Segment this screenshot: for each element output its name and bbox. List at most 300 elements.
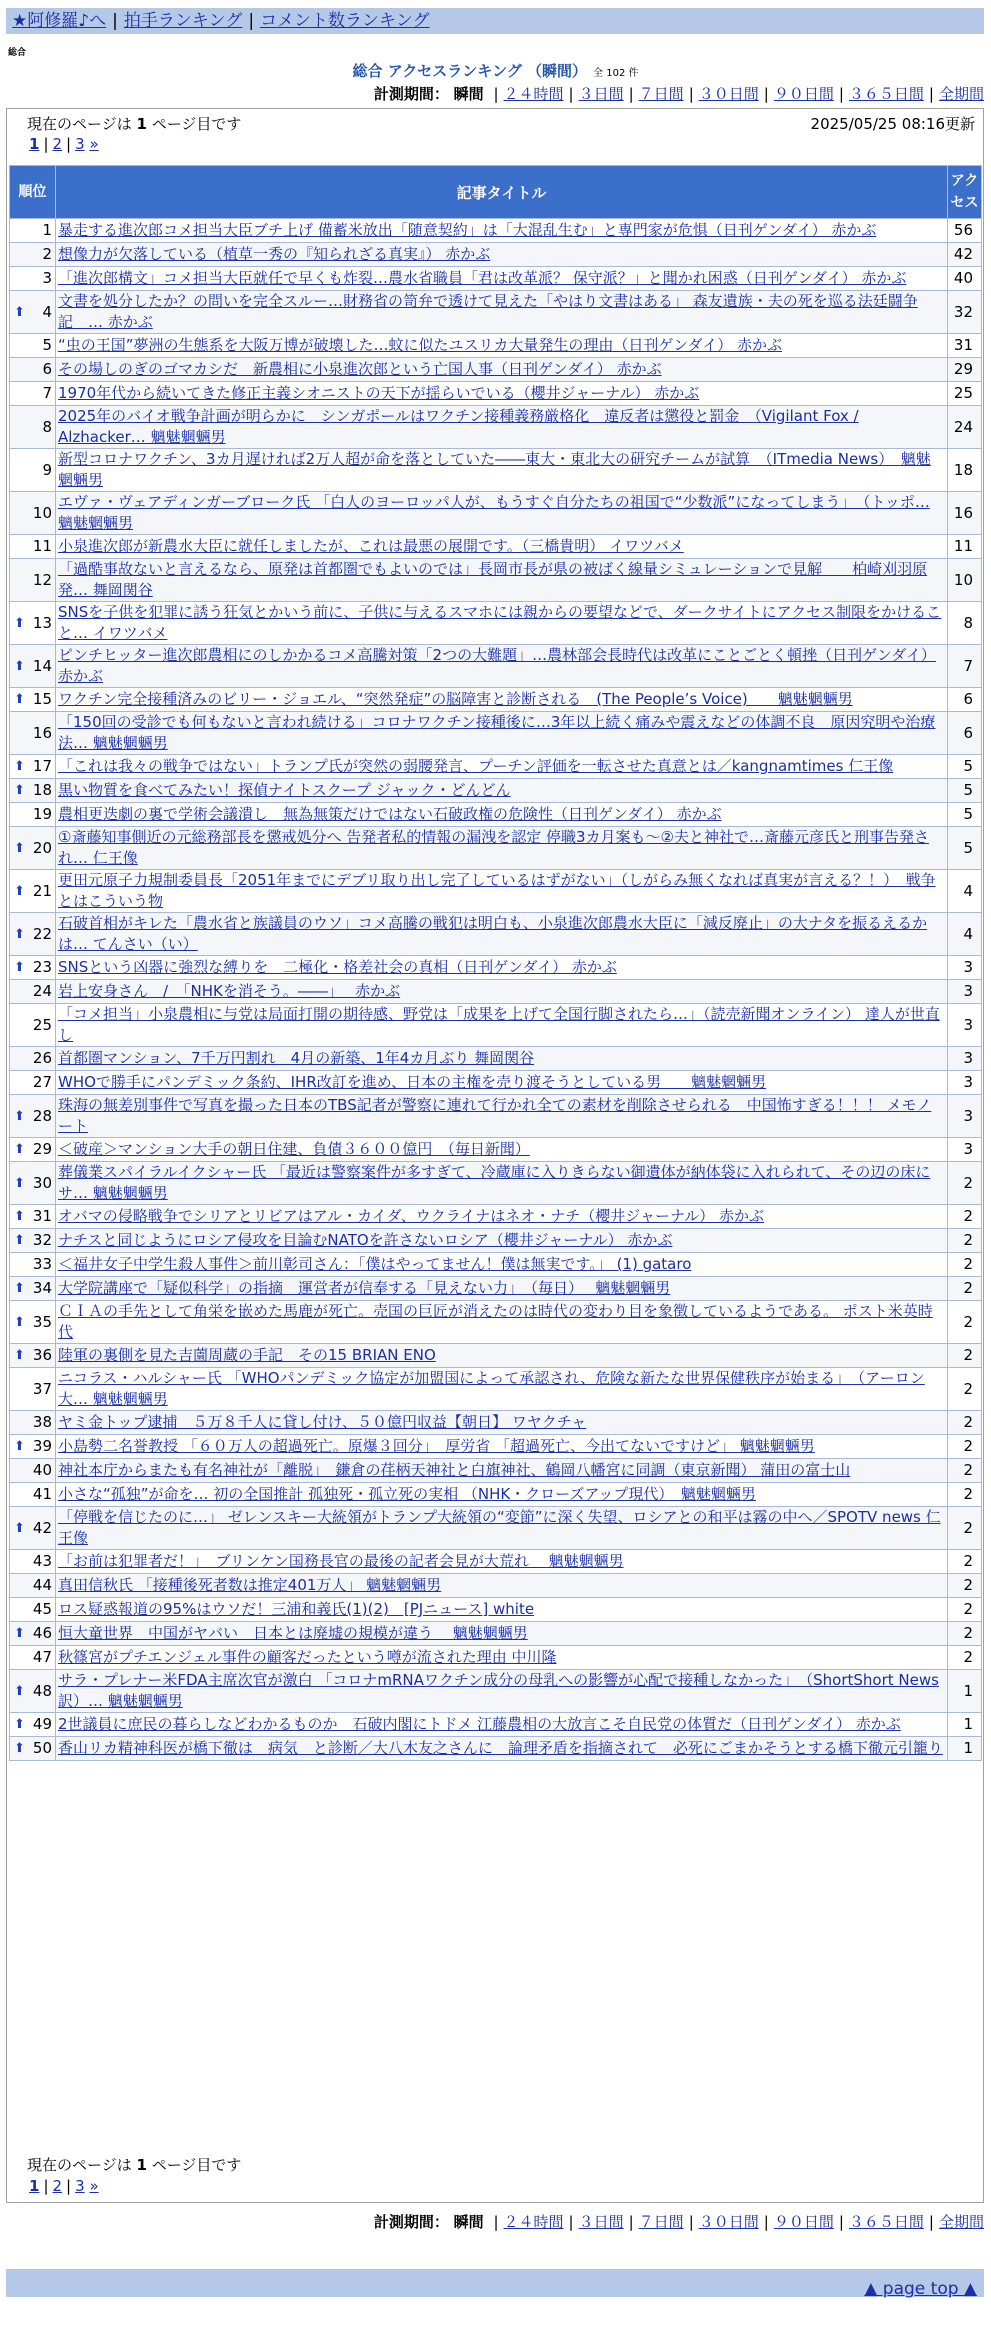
period-option-link[interactable]: ９０日間 xyxy=(773,85,834,103)
rank-cell xyxy=(10,219,56,243)
period-option-link[interactable]: ２４時間 xyxy=(503,2213,564,2231)
rank-number: 4 xyxy=(42,302,52,321)
rank-number: 49 xyxy=(32,1715,52,1733)
title-cell xyxy=(56,1483,948,1507)
clap-ranking-link[interactable]: 拍手ランキング xyxy=(123,11,243,31)
article-title-link[interactable]: 「停戦を信じたのに…」 ゼレンスキー大統領がトランプ大統領の“変節”に深く失望、ロシアとの和平は霧の中へ／SPOTV news 仁王像 xyxy=(58,1508,941,1547)
table-row xyxy=(10,645,982,688)
article-title-link[interactable]: 「お前は犯罪者だ！」 ブリンケン国務長官の最後の記者会見が大荒れ 魑魅魍魎男 xyxy=(58,1552,624,1570)
table-row xyxy=(10,1301,982,1344)
period-option-link[interactable]: ２４時間 xyxy=(503,85,564,103)
pager-separator: | xyxy=(43,2177,49,2195)
table-row xyxy=(10,1550,982,1574)
article-title-link[interactable]: ヤミ金トップ逮捕 ５万８千人に貸し付け、５０億円収益【朝日】 ワヤクチャ xyxy=(58,1413,587,1431)
period-separator: | xyxy=(568,2213,574,2231)
article-title-link[interactable]: 「過酷事故ないと言えるなら、原発は首都圏でもよいのでは」長岡市長が県の被ばく線量シミュレーションで見解 柏崎刈羽原発… 舞岡関谷 xyxy=(58,560,928,599)
table-row xyxy=(10,1435,982,1459)
title-cell xyxy=(56,913,948,956)
table-row xyxy=(10,1095,982,1138)
rank-number: 29 xyxy=(32,1140,52,1158)
table-row xyxy=(10,1138,982,1162)
table-row xyxy=(10,1670,982,1713)
pager-separator: | xyxy=(43,135,49,153)
access-count: 5 xyxy=(948,803,982,827)
access-count: 42 xyxy=(948,243,982,267)
rank-number: 15 xyxy=(32,690,52,708)
page-info-suffix: ページ目です xyxy=(146,2156,242,2174)
article-title-link[interactable]: ＣＩＡの手先として角栄を嵌めた馬鹿が死亡。売国の巨匠が消えたのは時代の変わり目を象徴しているようである。 ポスト米英時代 xyxy=(58,1302,933,1341)
table-header-row xyxy=(10,166,982,219)
access-count: 5 xyxy=(948,827,982,870)
rank-cell xyxy=(10,1713,56,1737)
table-row xyxy=(10,956,982,980)
access-count: 25 xyxy=(948,382,982,406)
rank-cell xyxy=(10,712,56,755)
article-title-link[interactable]: SNSという凶器に強烈な縛りを 二極化・格差社会の真相（日刊ゲンダイ） 赤かぶ xyxy=(58,958,617,976)
title-cell xyxy=(56,688,948,712)
article-title-link[interactable]: ニコラス・ハルシャー氏 「WHOパンデミック協定が加盟国によって承認され、危険な新たな世界保健秩序が始まる」 （アーロン大… 魑魅魍魎男 xyxy=(58,1369,925,1408)
rank-up-arrow-icon: ⬆ xyxy=(14,1142,25,1157)
article-title-link[interactable]: “虫の王国”夢洲の生態系を大阪万博が破壊した…蚊に似たユスリカ大量発生の理由（日刊ゲンダイ） 赤かぶ xyxy=(58,336,782,354)
ranking-panel xyxy=(6,108,984,2203)
rank-cell xyxy=(10,1071,56,1095)
title-cell xyxy=(56,449,948,492)
title-cell xyxy=(56,492,948,535)
article-title-link[interactable]: 珠海の無差別事件で写真を撮った日本のTBS記者が警察に連れて行かれ全ての素材を削除させられる 中国怖すぎる！！！ メモノート xyxy=(58,1096,932,1135)
access-count: 6 xyxy=(948,712,982,755)
article-title-link[interactable]: 石破首相がキレた「農水省と族議員のウソ」コメ高騰の戦犯は明白も、小泉進次郎農水大臣に「減反廃止」の大ナタを振るえるかは… てんさい（い） xyxy=(58,914,928,953)
access-count: 2 xyxy=(948,1598,982,1622)
rank-up-arrow-icon: ⬆ xyxy=(14,1281,25,1296)
rank-up-arrow-icon: ⬆ xyxy=(14,883,25,899)
access-count: 2 xyxy=(948,1411,982,1435)
period-separator: | xyxy=(928,85,934,103)
period-option-link[interactable]: ３日間 xyxy=(578,2213,624,2231)
title-cell xyxy=(56,755,948,779)
period-separator: | xyxy=(928,2213,934,2231)
title-cell xyxy=(56,1277,948,1301)
rank-cell xyxy=(10,1646,56,1670)
rank-up-arrow-icon: ⬆ xyxy=(14,1314,25,1330)
rank-number: 7 xyxy=(42,384,52,402)
rank-number: 23 xyxy=(32,958,52,976)
rank-number: 45 xyxy=(32,1600,52,1618)
table-row xyxy=(10,267,982,291)
rank-number: 28 xyxy=(32,1106,52,1125)
rank-number: 47 xyxy=(32,1648,52,1666)
title-cell xyxy=(56,382,948,406)
comment-ranking-link[interactable]: コメント数ランキング xyxy=(260,11,430,31)
access-count: 2 xyxy=(948,1574,982,1598)
table-row xyxy=(10,1368,982,1411)
period-option-link[interactable]: ３日間 xyxy=(578,85,624,103)
rank-number: 10 xyxy=(32,503,52,522)
table-row xyxy=(10,779,982,803)
period-option-link[interactable]: ３６５日間 xyxy=(848,85,924,103)
rank-cell xyxy=(10,1459,56,1483)
title-cell xyxy=(56,219,948,243)
title-cell xyxy=(56,980,948,1004)
pager-page-link[interactable]: 3 xyxy=(75,2177,85,2195)
article-title-link[interactable]: 新型コロナワクチン、3カ月遅ければ2万人超が命を落としていた――東大・東北大の研究チームが試算 （ITmedia News） 魑魅魍魎男 xyxy=(58,450,931,489)
period-option-link[interactable]: ３０日間 xyxy=(698,85,759,103)
category-tag: 総合 xyxy=(8,48,27,58)
article-title-link[interactable]: 更田元原子力規制委員長「2051年までにデブリ取り出し完了しているはずがない」（しがらみ無くなれば真実が言える？！） 戦争とはこういう物 xyxy=(58,871,936,910)
article-title-link[interactable]: 葬儀業スパイラルイクシャー氏 「最近は警察案件が多すぎて、冷蔵庫に入りきらない御遺体が納体袋に入れられて、その辺の床にサ… 魑魅魍魎男 xyxy=(58,1163,931,1202)
rank-up-arrow-icon: ⬆ xyxy=(14,615,25,631)
title-cell xyxy=(56,1138,948,1162)
period-separator: | xyxy=(688,2213,694,2231)
table-row xyxy=(10,243,982,267)
access-count: 3 xyxy=(948,1095,982,1138)
pager-page-link[interactable]: 3 xyxy=(75,135,85,153)
article-title-link[interactable]: ナチスと同じようにロシア侵攻を目論むNATOを許さないロシア（櫻井ジャーナル） 赤かぶ xyxy=(58,1231,673,1249)
rank-number: 9 xyxy=(42,460,52,479)
access-count: 2 xyxy=(948,1459,982,1483)
period-separator: | xyxy=(763,2213,769,2231)
period-option-link[interactable]: ３０日間 xyxy=(698,2213,759,2231)
article-title-link[interactable]: 大学院講座で「疑似科学」の指摘 運営者が信奉する「見えない力」 （毎日） 魑魅魍魎男 xyxy=(58,1279,671,1297)
title-cell xyxy=(56,1622,948,1646)
table-row xyxy=(10,1483,982,1507)
top-nav-bar xyxy=(6,8,984,34)
title-cell xyxy=(56,1229,948,1253)
rank-cell xyxy=(10,334,56,358)
rank-up-arrow-icon: ⬆ xyxy=(14,658,25,674)
rank-up-arrow-icon: ⬆ xyxy=(14,1209,25,1224)
title-cell xyxy=(56,1095,948,1138)
access-count: 10 xyxy=(948,559,982,602)
access-count: 2 xyxy=(948,1162,982,1205)
article-title-link[interactable]: 小さな“孤独”が命を… 初の全国推計 孤独死・孤立死の実相 （NHK・クローズアップ現代） 魑魅魍魎男 xyxy=(58,1485,756,1503)
period-option-link[interactable]: 全期間 xyxy=(938,2213,984,2231)
rank-number: 42 xyxy=(32,1518,52,1537)
access-count: 2 xyxy=(948,1507,982,1550)
table-row xyxy=(10,755,982,779)
article-title-link[interactable]: オバマの侵略戦争でシリアとリビアはアル・カイダ、ウクライナはネオ・ナチ（櫻井ジャーナル） 赤かぶ xyxy=(58,1207,765,1225)
rank-cell xyxy=(10,1138,56,1162)
title-cell xyxy=(56,779,948,803)
article-title-link[interactable]: 想像力が欠落している（植草一秀の『知られざる真実』） 赤かぶ xyxy=(58,245,491,263)
page-top-link[interactable]: ▲ page top ▲ xyxy=(864,2279,977,2299)
access-count: 11 xyxy=(948,535,982,559)
rank-cell xyxy=(10,267,56,291)
rank-cell xyxy=(10,243,56,267)
article-title-link[interactable]: 黒い物質を食べてみたい！探偵ナイトスクープ ジャック・どんどん xyxy=(58,781,511,799)
article-title-link[interactable]: 岩上安身さん / 「NHKを消そう。――」 赤かぶ xyxy=(58,982,401,1000)
article-title-link[interactable]: 暴走する進次郎コメ担当大臣ブチ上げ 備蓄米放出「随意契約」は「大混乱生む」と専門家が危惧（日刊ゲンダイ） 赤かぶ xyxy=(58,221,877,239)
access-count: 8 xyxy=(948,602,982,645)
rank-up-arrow-icon: ⬆ xyxy=(14,840,25,856)
article-title-link[interactable]: その場しのぎのゴマカシだ 新農相に小泉進次郎という亡国人事（日刊ゲンダイ） 赤かぶ xyxy=(58,360,662,378)
rank-cell xyxy=(10,382,56,406)
rank-up-arrow-icon: ⬆ xyxy=(14,1520,25,1536)
access-count: 2 xyxy=(948,1301,982,1344)
pager-current-page[interactable]: 1 xyxy=(29,135,40,153)
rank-cell xyxy=(10,870,56,913)
page-title xyxy=(353,62,639,80)
period-separator: | xyxy=(493,85,499,103)
rank-up-arrow-icon: ⬆ xyxy=(14,1717,25,1732)
rank-up-arrow-icon: ⬆ xyxy=(14,759,25,774)
article-title-link[interactable]: 神社本庁からまたも有名神社が「離脱」 鎌倉の荏柄天神社と白旗神社、鶴岡八幡宮に同調（東京新聞） 蒲田の富士山 xyxy=(58,1461,851,1479)
title-cell xyxy=(56,358,948,382)
table-row xyxy=(10,913,982,956)
rank-number: 19 xyxy=(32,805,52,823)
article-title-link[interactable]: 小島勢二名誉教授 「６０万人の超過死亡。原爆３回分」 厚労省 「超過死亡、今出てないですけど」 魑魅魍魎男 xyxy=(58,1437,815,1455)
article-title-link[interactable]: 首都圏マンション、7千万円割れ 4月の新築、1年4カ月ぶり 舞岡関谷 xyxy=(58,1049,535,1067)
access-count: 5 xyxy=(948,779,982,803)
article-title-link[interactable]: 1970年代から続いてきた修正主義シオニストの天下が揺らいでいる（櫻井ジャーナル） 赤かぶ xyxy=(58,384,700,402)
title-cell xyxy=(56,1646,948,1670)
article-title-link[interactable]: ＜福井女子中学生殺人事件＞前川彰司さん：「僕はやってません！僕は無実です。」 (1) gataro xyxy=(58,1255,692,1273)
article-title-link[interactable]: サラ・プレナー米FDA主席次官が激白 「コロナmRNAワクチン成分の母乳への影響が心配で接種しなかった」 （ShortShort News訳）… 魑魅魍魎男 xyxy=(58,1671,939,1710)
table-row xyxy=(10,334,982,358)
rank-number: 30 xyxy=(32,1173,52,1192)
rank-cell xyxy=(10,1162,56,1205)
pager-top xyxy=(29,135,99,153)
period-option-link[interactable]: ７日間 xyxy=(638,85,684,103)
period-separator: | xyxy=(493,2213,499,2231)
rank-up-arrow-icon: ⬆ xyxy=(14,304,25,320)
table-row xyxy=(10,1737,982,1761)
rank-up-arrow-icon: ⬆ xyxy=(14,1683,25,1699)
period-separator: | xyxy=(568,85,574,103)
title-cell xyxy=(56,334,948,358)
rank-cell xyxy=(10,1574,56,1598)
table-row xyxy=(10,219,982,243)
article-title-link[interactable]: 2世議員に庶民の暮らしなどわかるものか 石破内閣にトドメ 江藤農相の大放言こそ自民党の体質だ（日刊ゲンダイ） 赤かぶ xyxy=(58,1715,901,1733)
title-cell xyxy=(56,1253,948,1277)
col-access-header: アクセス xyxy=(948,166,982,219)
title-cell xyxy=(56,1598,948,1622)
rank-cell xyxy=(10,1435,56,1459)
rank-cell xyxy=(10,1205,56,1229)
table-row xyxy=(10,1459,982,1483)
article-title-link[interactable]: 小泉進次郎が新農水大臣に就任しましたが、これは最悪の展開です。（三橋貴明） イワツバメ xyxy=(58,537,684,555)
ranking-rows xyxy=(10,219,982,1761)
rank-cell xyxy=(10,688,56,712)
rank-cell xyxy=(10,1047,56,1071)
period-separator: | xyxy=(688,85,694,103)
table-row xyxy=(10,1622,982,1646)
article-title-link[interactable]: 陸軍の裏側を見た吉薗周蔵の手記 その15 BRIAN ENO xyxy=(58,1346,436,1364)
pager-current-page[interactable]: 1 xyxy=(29,2177,40,2195)
title-cell xyxy=(56,1071,948,1095)
rank-cell xyxy=(10,1507,56,1550)
rank-number: 40 xyxy=(32,1461,52,1479)
access-count: 3 xyxy=(948,1047,982,1071)
title-cell xyxy=(56,1004,948,1047)
pager-next-link[interactable]: » xyxy=(89,135,99,153)
access-count: 31 xyxy=(948,334,982,358)
title-cell xyxy=(56,243,948,267)
rank-cell xyxy=(10,803,56,827)
article-title-link[interactable]: 「進次郎構文」コメ担当大臣就任で早くも炸裂…農水省職員「君は改革派？ 保守派？」と聞かれ困惑（日刊ゲンダイ） 赤かぶ xyxy=(58,269,907,287)
table-row xyxy=(10,535,982,559)
period-selector-bottom xyxy=(374,2211,984,2232)
table-row xyxy=(10,1253,982,1277)
article-title-link[interactable]: ロス疑惑報道の95%はウソだ！三浦和義氏(1)(2) [PJニュース] white xyxy=(58,1600,535,1618)
rank-number: 41 xyxy=(32,1485,52,1503)
article-title-link[interactable]: 文書を処分したか？の問いを完全スルー…財務省の笥弁で透けて見えた「やはり文書はある」 森友遺族・夫の死を巡る法廷闘争記 … 赤かぶ xyxy=(58,292,918,331)
col-rank-header: 順位 xyxy=(10,166,56,219)
article-title-link[interactable]: 「150回の受診でも何もないと言われ続ける」コロナワクチン接種後に…3年以上続く痛みや震えなどの体調不良 原因究明や治療法… 魑魅魍魎男 xyxy=(58,713,936,752)
rank-number: 18 xyxy=(32,781,52,799)
article-title-link[interactable]: エヴァ・ヴェアディンガーブローク氏 「白人のヨーロッパ人が、もうすぐ自分たちの祖国で“少数派”になってしまう」 （トッポ… 魑魅魍魎男 xyxy=(58,493,930,532)
rank-number: 32 xyxy=(32,1231,52,1249)
rank-up-arrow-icon: ⬆ xyxy=(14,926,25,942)
article-title-link[interactable]: ワクチン完全接種済みのビリー・ジョエル、“突然発症”の脳障害と診断される (The People’s Voice) 魑魅魍魎男 xyxy=(58,690,853,708)
article-title-link[interactable]: ＜破産＞マンション大手の朝日住建、負債３６００億円 （毎日新聞） xyxy=(58,1140,530,1158)
article-title-link[interactable]: 秋篠宮がプチエンジェル事件の顧客だったという噂が流された理由 中川隆 xyxy=(58,1648,557,1666)
rank-cell xyxy=(10,492,56,535)
rank-cell xyxy=(10,602,56,645)
rank-cell xyxy=(10,1622,56,1646)
title-cell xyxy=(56,827,948,870)
table-row xyxy=(10,1047,982,1071)
access-count: 24 xyxy=(948,406,982,449)
access-count: 40 xyxy=(948,267,982,291)
pager-page-link[interactable]: 2 xyxy=(52,2177,63,2195)
rank-cell xyxy=(10,449,56,492)
access-count: 5 xyxy=(948,755,982,779)
col-title-header: 記事タイトル xyxy=(56,166,948,219)
rank-number: 13 xyxy=(32,613,52,632)
page-info-number: 1 xyxy=(136,2156,147,2174)
article-title-link[interactable]: ピンチヒッター進次郎農相にのしかかるコメ高騰対策「2つの大難題」…農林部会長時代は改革にことごとく頓挫（日刊ゲンダイ） 赤かぶ xyxy=(58,646,936,685)
item-count: 全 102 件 xyxy=(593,68,639,79)
table-row xyxy=(10,688,982,712)
rank-number: 1 xyxy=(42,221,52,239)
article-title-link[interactable]: 2025年のバイオ戦争計画が明らかに シンガポールはワクチン接種義務厳格化 違反者は懲役と罰金 （Vigilant Fox / Alzhacker… 魑魅魍魎男 xyxy=(58,407,859,446)
table-row xyxy=(10,1162,982,1205)
rank-number: 25 xyxy=(32,1015,52,1034)
access-count: 32 xyxy=(948,291,982,334)
table-row xyxy=(10,712,982,755)
rank-cell xyxy=(10,1483,56,1507)
rank-number: 11 xyxy=(32,537,52,555)
table-row xyxy=(10,382,982,406)
access-count: 2 xyxy=(948,1205,982,1229)
access-count: 2 xyxy=(948,1277,982,1301)
title-cell xyxy=(56,870,948,913)
article-title-link[interactable]: WHOで勝手にパンデミック条約、IHR改訂を進め、日本の主権を売り渡そうとしている男 魑魅魍魎男 xyxy=(58,1073,767,1091)
access-count: 2 xyxy=(948,1483,982,1507)
pager-next-link[interactable]: » xyxy=(89,2177,99,2195)
pager-page-link[interactable]: 2 xyxy=(52,135,63,153)
article-title-link[interactable]: 恒大童世界 中国がヤバい 日本とは廃墟の規模が違う 魑魅魍魎男 xyxy=(58,1624,528,1642)
rank-cell xyxy=(10,645,56,688)
period-separator: | xyxy=(628,2213,634,2231)
table-row xyxy=(10,1229,982,1253)
access-count: 56 xyxy=(948,219,982,243)
rank-number: 46 xyxy=(32,1624,52,1642)
table-row xyxy=(10,559,982,602)
title-cell xyxy=(56,1368,948,1411)
period-option-link[interactable]: ７日間 xyxy=(638,2213,684,2231)
rank-up-arrow-icon: ⬆ xyxy=(14,1439,25,1454)
article-title-link[interactable]: 香山リカ精神科医が橋下徹は 病気 と診断／大八木友之さんに 論理矛盾を指摘されて 必死にごまかそうとする橋下徹元引籠り xyxy=(58,1739,943,1757)
period-option-link[interactable]: ９０日間 xyxy=(773,2213,834,2231)
period-label: 計測期間： xyxy=(373,2213,449,2231)
page-info-prefix: 現在のページは xyxy=(27,115,137,133)
nav-separator: | xyxy=(112,11,118,31)
rank-cell xyxy=(10,1737,56,1761)
title-cell xyxy=(56,1713,948,1737)
rank-number: 35 xyxy=(32,1312,52,1331)
access-count: 18 xyxy=(948,449,982,492)
title-cell xyxy=(56,712,948,755)
table-row xyxy=(10,827,982,870)
article-title-link[interactable]: SNSを子供を犯罪に誘う狂気とかいう前に、子供に与えるスマホには親からの要望などで、ダークサイトにアクセス制限をかけること… イワツバメ xyxy=(58,603,942,642)
access-count: 2 xyxy=(948,1622,982,1646)
pager-separator: | xyxy=(66,2177,72,2195)
page-info-number: 1 xyxy=(136,115,147,133)
access-count: 3 xyxy=(948,980,982,1004)
access-count: 2 xyxy=(948,1253,982,1277)
home-link[interactable]: ★阿修羅♪へ xyxy=(12,11,107,31)
rank-cell xyxy=(10,1670,56,1713)
rank-up-arrow-icon: ⬆ xyxy=(14,1233,25,1248)
rank-number: 12 xyxy=(32,570,52,589)
rank-cell xyxy=(10,1301,56,1344)
rank-number: 34 xyxy=(32,1279,52,1297)
title-cell xyxy=(56,1507,948,1550)
table-row xyxy=(10,1411,982,1435)
period-option-link[interactable]: 全期間 xyxy=(938,85,984,103)
article-title-link[interactable]: 「これは我々の戦争ではない」トランプ氏が突然の弱腰発言、プーチン評価を一転させた真意とは／kangnamtimes 仁王像 xyxy=(58,757,894,775)
page-info-suffix: ページ目です xyxy=(146,115,242,133)
table-row xyxy=(10,1004,982,1047)
rank-number: 21 xyxy=(32,881,52,900)
title-cell xyxy=(56,267,948,291)
rank-number: 5 xyxy=(42,336,52,354)
article-title-link[interactable]: 真田信秋氏 「接種後死者数は推定401万人」 魑魅魍魎男 xyxy=(58,1576,442,1594)
page-title-text: 総合 アクセスランキング （瞬間） xyxy=(352,62,588,80)
period-option-link[interactable]: ３６５日間 xyxy=(848,2213,924,2231)
title-cell xyxy=(56,291,948,334)
access-count: 2 xyxy=(948,1368,982,1411)
article-title-link[interactable]: 「コメ担当」小泉農相に与党は局面打開の期待感、野党は「成果を上げて全国行脚されたら…」（読売新聞オンライン） 達人が世直し xyxy=(58,1005,940,1044)
period-label: 計測期間： xyxy=(373,85,449,103)
access-count: 3 xyxy=(948,956,982,980)
rank-up-arrow-icon: ⬆ xyxy=(14,783,25,798)
access-count: 1 xyxy=(948,1737,982,1761)
ranking-table xyxy=(9,165,982,1761)
rank-number: 16 xyxy=(32,723,52,742)
rank-number: 6 xyxy=(42,360,52,378)
table-row xyxy=(10,803,982,827)
access-count: 29 xyxy=(948,358,982,382)
rank-number: 17 xyxy=(32,757,52,775)
access-count: 4 xyxy=(948,913,982,956)
title-cell xyxy=(56,645,948,688)
ranking-header xyxy=(0,60,991,81)
title-cell xyxy=(56,535,948,559)
title-cell xyxy=(56,1411,948,1435)
title-cell xyxy=(56,1670,948,1713)
rank-up-arrow-icon: ⬆ xyxy=(14,1348,25,1363)
rank-cell xyxy=(10,406,56,449)
article-title-link[interactable]: ①斎藤知事側近の元総務部長を懲戒処分へ 告発者私的情報の漏洩を認定 停職3カ月案も～②夫と神社で…斎藤元彦氏と刑事告発され… 仁王像 xyxy=(58,828,929,867)
rank-number: 48 xyxy=(32,1681,52,1700)
rank-cell xyxy=(10,1277,56,1301)
table-row xyxy=(10,870,982,913)
period-current: 瞬間 xyxy=(453,85,484,103)
rank-number: 8 xyxy=(42,417,52,436)
article-title-link[interactable]: 農相更迭劇の裏で学術会議潰し 無為無策だけではない石破政権の危険性（日刊ゲンダイ） 赤かぶ xyxy=(58,805,722,823)
